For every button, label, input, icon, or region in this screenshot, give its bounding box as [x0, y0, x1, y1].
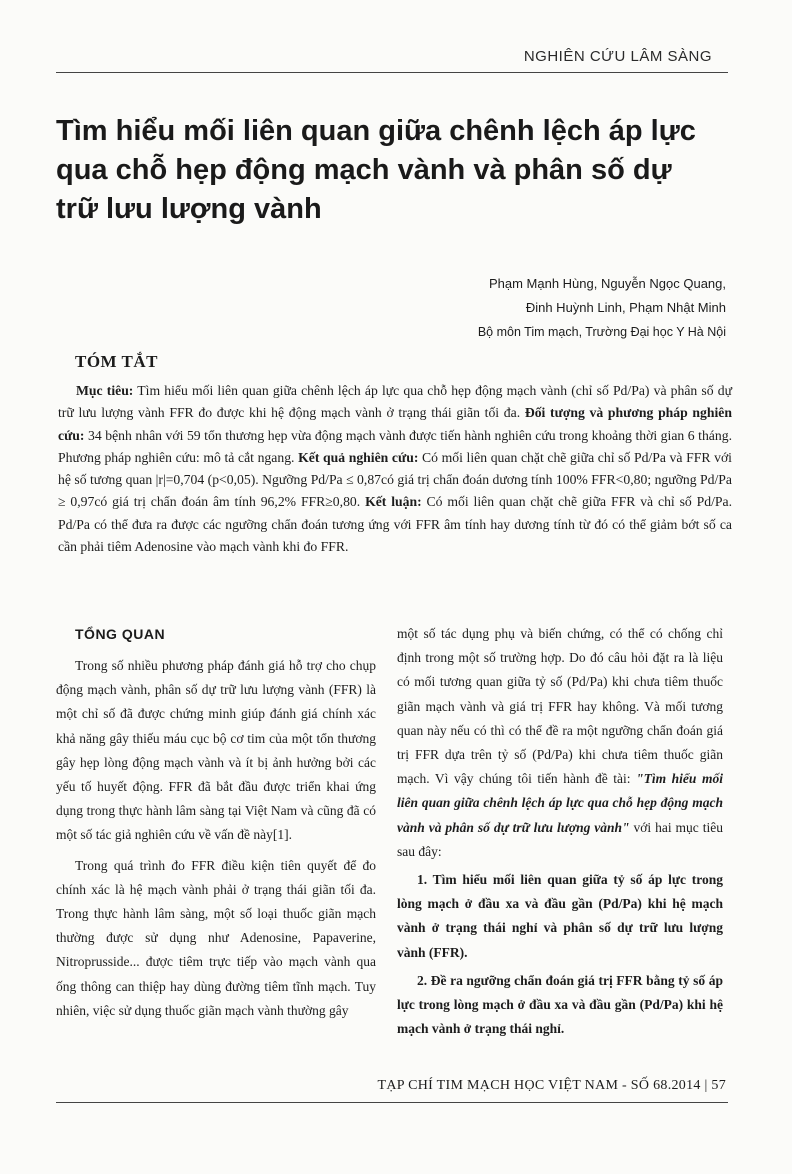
para3-text: một số tác dụng phụ và biến chứng, có thể có chống chỉ định trong một số trường hợp. Do đó câu hỏi đặt ra là liệu có mối tương quan giữa tỷ số (Pd/Pa) khi chưa tiêm thuốc giãn mạch vành và giá trị FFR hay không. Và mối tương quan này nếu có thì có thể đề ra một ngưỡng chẩn đoán giá trị FFR dựa trên tỷ số (Pd/Pa) khi chưa tiêm thuốc giãn mạch. Vì vậy chúng tôi tiến hành đề tài: [397, 626, 723, 787]
abstract-body [58, 380, 732, 558]
objective-text: Tìm hiểu mối liên quan giữa chênh lệch áp lực qua chỗ hẹp động mạch vành (chỉ số Pd/Pa) và phân số dự trữ lưu lượng vành FFR đo được khi hệ động mạch vành ở trạng thái giãn tối đa. [58, 383, 732, 421]
header-rule [56, 72, 728, 73]
para3-tail: với hai mục tiêu sau đây: [397, 819, 723, 859]
conclusion-label: Kết luận: [365, 494, 422, 510]
authors-line-1: Phạm Mạnh Hùng, Nguyễn Ngọc Quang, [488, 276, 726, 291]
methods-label: Đối tượng và phương pháp nghiên cứu: [58, 405, 732, 443]
goal-1: 1. Tìm hiểu mối liên quan giữa tỷ số áp lực trong lòng mạch ở đầu xa và đầu gần (Pd/Pa) khi hệ mạch vành ở trạng thái nghỉ và phân số dự trữ lưu lượng vành (FFR). [397, 872, 723, 960]
article-title: Tìm hiểu mối liên quan giữa chênh lệch áp lực qua chỗ hẹp động mạch vành và phân số dự trữ lưu lượng vành [56, 115, 696, 225]
journal-footer: TẠP CHÍ TIM MẠCH HỌC VIỆT NAM - SỐ 68.2014 | 57 [377, 1078, 726, 1093]
methods-text: 34 bệnh nhân với 59 tổn thương hẹp vừa động mạch vành được tiến hành nghiên cứu trong khoảng thời gian 6 tháng. Phương pháp nghiên cứu: mô tả cắt ngang. [58, 427, 732, 465]
abstract-heading: TÓM TẮT [75, 352, 159, 371]
section-heading-overview: TỔNG QUAN [75, 626, 166, 642]
conclusion-text: Có mối liên quan chặt chẽ giữa FFR và chỉ số Pd/Pa. Pd/Pa có thể đưa ra được các ngưỡng chẩn đoán tương ứng với FFR âm tính hay dương tính từ đó có thể giảm bớt số ca cần phải tiêm Adenosine vào mạch vành khi đo FFR. [58, 494, 732, 555]
body-paragraph-3 [397, 622, 723, 864]
section-label: NGHIÊN CỨU LÂM SÀNG [523, 48, 712, 65]
abstract-paragraph [58, 380, 732, 558]
authors-line-2: Đinh Huỳnh Linh, Phạm Nhật Minh [525, 300, 726, 315]
footer-rule [56, 1102, 728, 1103]
objective-label: Mục tiêu: [76, 383, 134, 398]
affiliation: Bộ môn Tim mạch, Trường Đại học Y Hà Nội [477, 325, 726, 339]
right-column [397, 622, 723, 1045]
body-paragraph-1: Trong số nhiều phương pháp đánh giá hỗ trợ cho chụp động mạch vành, phân số dự trữ lưu lượng vành (FFR) là một chỉ số đã được chứng minh giúp đánh giá chính xác khả năng gây thiếu máu cục bộ cơ tim của một tổn thương gây hẹp lòng động mạch vành và ít bị ảnh hưởng bởi các yếu tố huyết động. FFR đã bắt đầu được triển khai ứng dụng trong thực hành lâm sàng tại Việt Nam và cũng đã có một số tác giả nghiên cứu về vấn đề này[1]. [56, 658, 376, 843]
left-column [56, 654, 376, 1029]
body-paragraph-2: Trong quá trình đo FFR điều kiện tiên quyết để đo chính xác là hệ mạch vành phải ở trạng thái giãn tối đa. Trong thực hành lâm sàng, một số loại thuốc giãn mạch thường được sử dụng như Adenosine, Papaverine, Nitroprusside... được tiêm trực tiếp vào mạch vành qua ống thông can thiệp hay dùng đường tiêm tĩnh mạch. Tuy nhiên, việc sử dụng thuốc giãn mạch vành thường gây [56, 857, 376, 1018]
author-block [478, 272, 726, 344]
results-text: Có mối liên quan chặt chẽ giữa chỉ số Pd/Pa và FFR với hệ số tương quan |r|=0,704 (p<0,05). Ngưỡng Pd/Pa ≤ 0,87có giá trị chẩn đoán dương tính 100% FFR<0,80; ngưỡng Pd/Pa ≥ 0,97có giá trị chẩn đoán âm tính 96,2% FFR≥0,80. [58, 449, 732, 510]
results-label: Kết quả nghiên cứu: [298, 449, 419, 465]
study-title-quote: "Tìm hiểu mối liên quan giữa chênh lệch áp lực qua chỗ hẹp động mạch vành và phân số dự trữ lưu lượng vành" [397, 771, 723, 835]
goal-2: 2. Đề ra ngưỡng chẩn đoán giá trị FFR bằng tỷ số áp lực trong lòng mạch ở đầu xa và đầu gần (Pd/Pa) khi hệ mạch vành ở trạng thái nghỉ. [397, 972, 723, 1037]
